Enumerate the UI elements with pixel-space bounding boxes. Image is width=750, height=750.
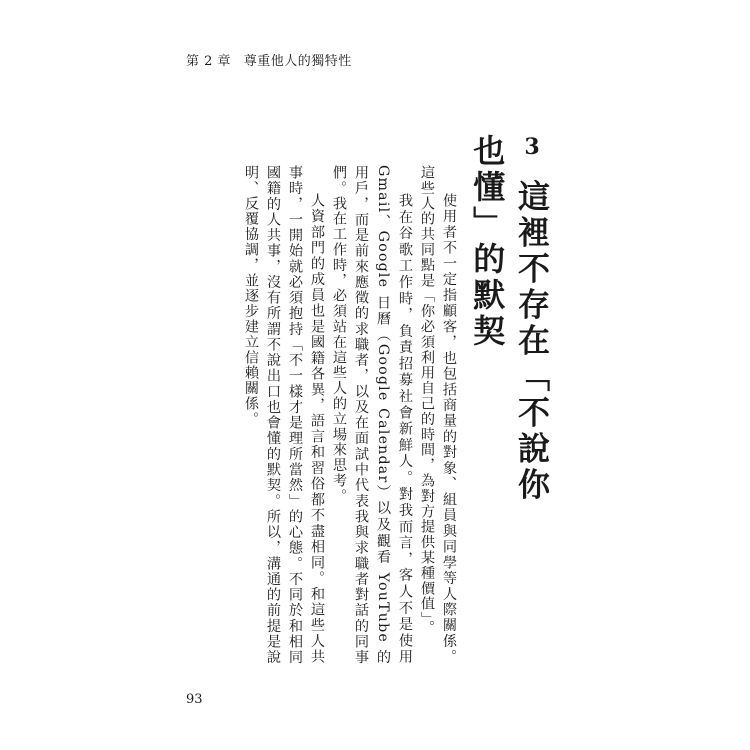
paragraph-2: 我在谷歌工作時，負責招募社會新鮮人。對我而言，客人不是使用 Gmail、Google 日曆（Google Calendar）以及觀看 YouTube 的用戶，而是前來應徵的求職者，以及在面試中代表我與求職者對話的同事們。我在工作時，必須站在這些人的立場來思考。 — [331, 165, 413, 665]
paragraph-3: 人資部門的成員也是國籍各異，語言和習俗都不盡相同。和這些人共事時，一開始就必須抱持「不一樣才是理所當然」的心態。不同於和相同國籍的人共事，沒有所謂不說出口也會懂的默契。所以，溝通的前提是說明、反覆協調，並逐步建立信賴關係。 — [243, 165, 325, 665]
chapter-label: 第 2 章 — [186, 54, 232, 69]
section-title: 尊重他人的獨特性 — [243, 54, 352, 69]
section-heading-text: 這裡不存在「不說你也懂」的默契 — [468, 134, 551, 504]
section-number: 3 — [519, 134, 545, 164]
running-header — [186, 50, 352, 69]
body-text — [175, 165, 460, 665]
section-heading — [454, 134, 554, 529]
paragraph-1: 使用者不一定指顧客，也包括商量的對象、組員與同學等人際關係。這些人的共同點是「你必須利用自己的時間，為對方提供某種價值」。 — [419, 165, 457, 665]
page-number: 93 — [186, 692, 203, 707]
